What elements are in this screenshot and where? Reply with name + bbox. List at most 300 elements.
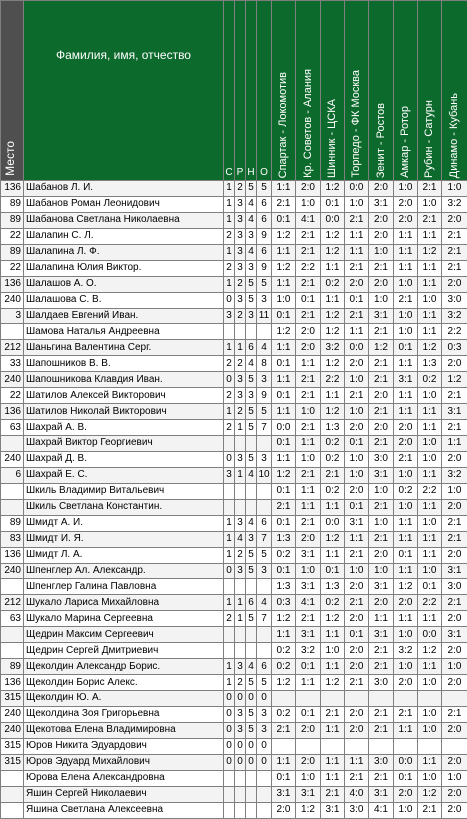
cell-score[interactable]: 1:1 <box>321 627 345 643</box>
cell-score[interactable] <box>345 738 369 754</box>
cell-stat[interactable]: 5 <box>246 547 257 563</box>
cell-stat[interactable]: 6 <box>257 244 272 260</box>
cell-stat[interactable] <box>246 436 257 452</box>
cell-stat[interactable] <box>235 324 246 340</box>
cell-score[interactable]: 1:2 <box>321 181 345 197</box>
cell-score[interactable]: 1:1 <box>345 531 369 547</box>
cell-score[interactable] <box>321 691 345 707</box>
cell-score[interactable]: 0:2 <box>272 547 296 563</box>
cell-score[interactable]: 0:1 <box>272 212 296 228</box>
cell-stat[interactable]: 4 <box>246 659 257 675</box>
cell-score[interactable]: 0:2 <box>321 483 345 499</box>
cell-place[interactable]: 240 <box>1 722 24 738</box>
cell-score[interactable]: 2:0 <box>369 595 394 611</box>
cell-stat[interactable]: 5 <box>246 722 257 738</box>
cell-score[interactable]: 2:0 <box>296 754 321 770</box>
cell-stat[interactable]: 7 <box>257 611 272 627</box>
cell-score[interactable]: 1:0 <box>418 675 442 691</box>
cell-place[interactable]: 136 <box>1 276 24 292</box>
cell-place[interactable]: 89 <box>1 244 24 260</box>
cell-score[interactable] <box>369 691 394 707</box>
cell-stat[interactable]: 0 <box>257 738 272 754</box>
cell-score[interactable]: 1:2 <box>394 579 418 595</box>
cell-stat[interactable]: 2 <box>235 308 246 324</box>
cell-score[interactable]: 1:0 <box>418 196 442 212</box>
cell-place[interactable]: 212 <box>1 340 24 356</box>
cell-score[interactable]: 0:2 <box>272 706 296 722</box>
cell-stat[interactable]: 1 <box>224 547 235 563</box>
cell-place[interactable] <box>1 324 24 340</box>
cell-stat[interactable]: 1 <box>224 515 235 531</box>
cell-score[interactable]: 2:2 <box>442 324 467 340</box>
cell-score[interactable]: 2:0 <box>369 547 394 563</box>
cell-score[interactable]: 1:0 <box>272 292 296 308</box>
cell-stat[interactable]: 4 <box>246 196 257 212</box>
cell-name[interactable]: Шалашова С. В. <box>24 292 224 308</box>
cell-name[interactable]: Шапошникова Клавдия Иван. <box>24 372 224 388</box>
cell-place[interactable] <box>1 483 24 499</box>
cell-stat[interactable]: 3 <box>235 451 246 467</box>
cell-score[interactable]: 1:2 <box>321 244 345 260</box>
cell-stat[interactable] <box>246 643 257 659</box>
cell-score[interactable]: 1:0 <box>296 404 321 420</box>
cell-name[interactable]: Шукало Лариса Михайловна <box>24 595 224 611</box>
cell-place[interactable]: 63 <box>1 420 24 436</box>
cell-score[interactable]: 0:1 <box>345 292 369 308</box>
cell-score[interactable]: 0:2 <box>272 659 296 675</box>
cell-stat[interactable]: 3 <box>235 388 246 404</box>
cell-stat[interactable]: 3 <box>235 515 246 531</box>
cell-stat[interactable] <box>257 436 272 452</box>
cell-score[interactable]: 1:1 <box>345 244 369 260</box>
cell-stat[interactable]: 4 <box>257 340 272 356</box>
cell-score[interactable]: 0:1 <box>394 547 418 563</box>
cell-name[interactable]: Шмидт И. Я. <box>24 531 224 547</box>
cell-stat[interactable]: 3 <box>246 531 257 547</box>
cell-place[interactable] <box>1 770 24 786</box>
cell-stat[interactable] <box>235 499 246 515</box>
cell-stat[interactable] <box>235 627 246 643</box>
cell-score[interactable] <box>394 691 418 707</box>
cell-score[interactable]: 1:2 <box>418 340 442 356</box>
cell-score[interactable]: 1:3 <box>321 579 345 595</box>
cell-stat[interactable]: 6 <box>257 659 272 675</box>
cell-score[interactable]: 2:0 <box>442 356 467 372</box>
cell-score[interactable]: 1:1 <box>418 276 442 292</box>
column-header-match-7[interactable] <box>418 1 442 181</box>
cell-stat[interactable] <box>224 499 235 515</box>
cell-score[interactable]: 2:1 <box>296 276 321 292</box>
cell-score[interactable]: 2:0 <box>369 181 394 197</box>
cell-score[interactable]: 1:0 <box>345 404 369 420</box>
cell-score[interactable]: 3:2 <box>321 340 345 356</box>
cell-stat[interactable] <box>246 499 257 515</box>
cell-stat[interactable]: 5 <box>246 276 257 292</box>
cell-score[interactable]: 0:1 <box>394 770 418 786</box>
cell-score[interactable]: 1:1 <box>321 722 345 738</box>
cell-score[interactable]: 2:1 <box>296 308 321 324</box>
cell-score[interactable]: 1:1 <box>321 547 345 563</box>
cell-score[interactable]: 1:2 <box>321 531 345 547</box>
cell-score[interactable]: 1:1 <box>418 499 442 515</box>
cell-place[interactable] <box>1 802 24 818</box>
cell-score[interactable]: 2:1 <box>418 802 442 818</box>
cell-stat[interactable]: 0 <box>246 738 257 754</box>
cell-stat[interactable]: 2 <box>224 356 235 372</box>
cell-stat[interactable] <box>246 483 257 499</box>
cell-score[interactable]: 2:1 <box>369 404 394 420</box>
cell-score[interactable]: 2:0 <box>442 643 467 659</box>
cell-score[interactable]: 1:0 <box>418 770 442 786</box>
cell-score[interactable]: 0:2 <box>272 643 296 659</box>
cell-score[interactable]: 1:2 <box>418 786 442 802</box>
cell-score[interactable]: 3:2 <box>442 467 467 483</box>
cell-name[interactable]: Шахрай А. В. <box>24 420 224 436</box>
cell-score[interactable]: 2:1 <box>369 722 394 738</box>
cell-score[interactable]: 2:1 <box>442 228 467 244</box>
cell-stat[interactable]: 2 <box>235 276 246 292</box>
column-header-place[interactable] <box>1 1 24 181</box>
cell-place[interactable]: 22 <box>1 228 24 244</box>
cell-stat[interactable] <box>235 786 246 802</box>
cell-score[interactable]: 1:1 <box>418 754 442 770</box>
cell-score[interactable]: 3:2 <box>296 643 321 659</box>
cell-stat[interactable]: 3 <box>224 308 235 324</box>
cell-score[interactable]: 1:1 <box>394 515 418 531</box>
cell-score[interactable] <box>321 738 345 754</box>
cell-place[interactable]: 89 <box>1 212 24 228</box>
cell-stat[interactable]: 0 <box>246 754 257 770</box>
cell-score[interactable]: 1:1 <box>418 404 442 420</box>
cell-score[interactable]: 3:1 <box>272 786 296 802</box>
cell-score[interactable]: 0:0 <box>345 340 369 356</box>
cell-score[interactable]: 1:1 <box>394 531 418 547</box>
cell-score[interactable]: 3:1 <box>296 627 321 643</box>
cell-score[interactable]: 1:0 <box>442 659 467 675</box>
cell-stat[interactable]: 4 <box>257 595 272 611</box>
cell-score[interactable] <box>418 738 442 754</box>
cell-score[interactable]: 0:1 <box>296 292 321 308</box>
cell-score[interactable]: 1:0 <box>394 467 418 483</box>
cell-score[interactable]: 2:0 <box>394 212 418 228</box>
cell-stat[interactable]: 3 <box>235 659 246 675</box>
cell-stat[interactable]: 7 <box>257 531 272 547</box>
cell-score[interactable]: 2:1 <box>369 499 394 515</box>
cell-score[interactable]: 3:1 <box>296 786 321 802</box>
cell-score[interactable]: 2:0 <box>345 722 369 738</box>
column-header-match-2[interactable] <box>296 1 321 181</box>
cell-score[interactable]: 2:0 <box>442 499 467 515</box>
cell-stat[interactable]: 0 <box>224 722 235 738</box>
cell-stat[interactable]: 5 <box>246 404 257 420</box>
cell-score[interactable]: 3:0 <box>369 451 394 467</box>
cell-name[interactable]: Шахрай Е. С. <box>24 467 224 483</box>
cell-name[interactable]: Шабанов Роман Леонидович <box>24 196 224 212</box>
cell-stat[interactable]: 10 <box>257 467 272 483</box>
cell-score[interactable]: 3:0 <box>442 579 467 595</box>
cell-score[interactable]: 3:0 <box>369 675 394 691</box>
cell-score[interactable]: 1:1 <box>272 372 296 388</box>
cell-place[interactable]: 89 <box>1 659 24 675</box>
cell-score[interactable]: 1:1 <box>321 499 345 515</box>
cell-score[interactable]: 2:0 <box>394 675 418 691</box>
cell-score[interactable]: 1:0 <box>369 483 394 499</box>
cell-name[interactable]: Шалашов А. О. <box>24 276 224 292</box>
cell-score[interactable]: 3:2 <box>442 196 467 212</box>
cell-stat[interactable]: 3 <box>224 467 235 483</box>
cell-score[interactable]: 1:1 <box>418 547 442 563</box>
cell-name[interactable]: Юров Эдуард Михайлович <box>24 754 224 770</box>
cell-score[interactable]: 2:1 <box>321 706 345 722</box>
cell-score[interactable]: 0:1 <box>321 563 345 579</box>
cell-score[interactable]: 3:0 <box>442 292 467 308</box>
cell-score[interactable]: 2:0 <box>345 276 369 292</box>
cell-name[interactable]: Шамова Наталья Андреевна <box>24 324 224 340</box>
cell-stat[interactable]: 5 <box>257 404 272 420</box>
cell-place[interactable]: 63 <box>1 611 24 627</box>
cell-score[interactable]: 2:0 <box>345 706 369 722</box>
cell-name[interactable]: Шабанова Светлана Николаевна <box>24 212 224 228</box>
cell-place[interactable]: 33 <box>1 356 24 372</box>
cell-score[interactable]: 0:1 <box>321 196 345 212</box>
cell-stat[interactable]: 1 <box>235 420 246 436</box>
cell-stat[interactable] <box>257 627 272 643</box>
cell-score[interactable]: 2:1 <box>394 292 418 308</box>
cell-score[interactable]: 2:1 <box>345 770 369 786</box>
cell-score[interactable]: 1:0 <box>394 181 418 197</box>
cell-score[interactable]: 2:0 <box>442 675 467 691</box>
cell-score[interactable]: 1:2 <box>296 802 321 818</box>
cell-stat[interactable]: 9 <box>257 260 272 276</box>
cell-score[interactable]: 2:0 <box>345 356 369 372</box>
cell-score[interactable]: 1:0 <box>394 276 418 292</box>
cell-score[interactable]: 2:1 <box>296 244 321 260</box>
cell-score[interactable]: 2:0 <box>345 611 369 627</box>
cell-stat[interactable] <box>235 643 246 659</box>
cell-score[interactable]: 2:0 <box>296 722 321 738</box>
cell-name[interactable]: Шапошников В. В. <box>24 356 224 372</box>
cell-stat[interactable]: 1 <box>235 467 246 483</box>
cell-stat[interactable]: 6 <box>257 196 272 212</box>
cell-score[interactable]: 2:1 <box>442 420 467 436</box>
cell-score[interactable]: 0:2 <box>321 436 345 452</box>
cell-score[interactable]: 2:1 <box>442 244 467 260</box>
cell-score[interactable]: 0:3 <box>272 595 296 611</box>
cell-score[interactable]: 2:1 <box>296 388 321 404</box>
cell-name[interactable]: Шатилов Алексей Викторович <box>24 388 224 404</box>
cell-stat[interactable] <box>235 802 246 818</box>
cell-score[interactable]: 1:1 <box>296 356 321 372</box>
cell-score[interactable]: 1:3 <box>418 356 442 372</box>
cell-score[interactable]: 1:0 <box>442 770 467 786</box>
cell-stat[interactable] <box>224 483 235 499</box>
cell-score[interactable]: 2:1 <box>345 388 369 404</box>
cell-place[interactable] <box>1 579 24 595</box>
cell-stat[interactable]: 1 <box>224 244 235 260</box>
cell-stat[interactable]: 0 <box>235 754 246 770</box>
cell-score[interactable]: 2:0 <box>369 228 394 244</box>
cell-score[interactable]: 1:2 <box>418 244 442 260</box>
cell-score[interactable]: 2:0 <box>296 340 321 356</box>
cell-score[interactable]: 0:1 <box>272 388 296 404</box>
cell-score[interactable]: 3:0 <box>369 754 394 770</box>
cell-place[interactable]: 240 <box>1 563 24 579</box>
cell-score[interactable]: 2:1 <box>442 260 467 276</box>
cell-score[interactable]: 2:1 <box>296 467 321 483</box>
cell-score[interactable]: 2:1 <box>369 531 394 547</box>
cell-stat[interactable]: 6 <box>257 515 272 531</box>
cell-score[interactable]: 2:0 <box>345 483 369 499</box>
cell-stat[interactable]: 3 <box>235 706 246 722</box>
cell-score[interactable]: 1:0 <box>418 388 442 404</box>
cell-score[interactable]: 2:1 <box>345 595 369 611</box>
cell-stat[interactable] <box>235 483 246 499</box>
cell-stat[interactable]: 5 <box>257 675 272 691</box>
cell-score[interactable]: 2:0 <box>345 579 369 595</box>
cell-stat[interactable]: 1 <box>224 196 235 212</box>
cell-score[interactable]: 4:1 <box>369 802 394 818</box>
column-header-match-1[interactable] <box>272 1 296 181</box>
cell-name[interactable]: Шукало Марина Сергеевна <box>24 611 224 627</box>
cell-name[interactable]: Щеколдин Борис Алекс. <box>24 675 224 691</box>
cell-score[interactable]: 2:1 <box>442 388 467 404</box>
cell-score[interactable] <box>345 691 369 707</box>
cell-score[interactable]: 1:1 <box>345 754 369 770</box>
cell-place[interactable]: 315 <box>1 754 24 770</box>
cell-score[interactable]: 1:1 <box>418 308 442 324</box>
cell-stat[interactable] <box>224 802 235 818</box>
cell-stat[interactable]: 0 <box>224 691 235 707</box>
cell-stat[interactable]: 1 <box>224 276 235 292</box>
cell-score[interactable]: 1:1 <box>394 356 418 372</box>
column-header-match-4[interactable] <box>345 1 369 181</box>
cell-name[interactable]: Шалапина Юлия Виктор. <box>24 260 224 276</box>
cell-stat[interactable]: 3 <box>235 722 246 738</box>
cell-score[interactable]: 1:0 <box>369 244 394 260</box>
cell-stat[interactable] <box>224 786 235 802</box>
cell-score[interactable]: 1:1 <box>321 388 345 404</box>
cell-score[interactable]: 3:1 <box>442 627 467 643</box>
cell-score[interactable]: 0:2 <box>394 483 418 499</box>
cell-score[interactable]: 0:1 <box>296 659 321 675</box>
cell-name[interactable]: Шалдаев Евгений Иван. <box>24 308 224 324</box>
cell-name[interactable]: Шпенглер Ал. Александр. <box>24 563 224 579</box>
cell-score[interactable]: 1:0 <box>418 515 442 531</box>
cell-stat[interactable]: 3 <box>246 260 257 276</box>
cell-score[interactable]: 1:1 <box>418 420 442 436</box>
cell-name[interactable]: Щекотова Елена Владимировна <box>24 722 224 738</box>
cell-name[interactable]: Шабанов Л. И. <box>24 181 224 197</box>
cell-score[interactable]: 1:2 <box>321 404 345 420</box>
cell-score[interactable]: 2:0 <box>442 547 467 563</box>
cell-score[interactable]: 1:1 <box>296 483 321 499</box>
cell-stat[interactable] <box>235 770 246 786</box>
cell-stat[interactable] <box>257 643 272 659</box>
cell-score[interactable]: 0:0 <box>345 181 369 197</box>
cell-score[interactable] <box>394 738 418 754</box>
cell-score[interactable]: 1:0 <box>345 196 369 212</box>
cell-score[interactable]: 1:3 <box>272 579 296 595</box>
cell-score[interactable]: 3:1 <box>369 308 394 324</box>
cell-stat[interactable]: 2 <box>235 356 246 372</box>
cell-score[interactable]: 3:1 <box>369 467 394 483</box>
cell-stat[interactable]: 3 <box>257 372 272 388</box>
cell-place[interactable]: 212 <box>1 595 24 611</box>
cell-score[interactable]: 1:1 <box>321 754 345 770</box>
cell-name[interactable]: Щеколдин Ю. А. <box>24 691 224 707</box>
cell-score[interactable]: 3:1 <box>369 196 394 212</box>
cell-stat[interactable]: 3 <box>246 308 257 324</box>
cell-stat[interactable]: 3 <box>257 706 272 722</box>
cell-score[interactable]: 2:0 <box>345 659 369 675</box>
cell-score[interactable]: 2:1 <box>296 515 321 531</box>
cell-stat[interactable]: 3 <box>235 292 246 308</box>
cell-score[interactable]: 1:0 <box>394 308 418 324</box>
cell-place[interactable] <box>1 643 24 659</box>
cell-score[interactable]: 0:1 <box>296 706 321 722</box>
cell-stat[interactable]: 0 <box>224 738 235 754</box>
cell-stat[interactable]: 2 <box>224 228 235 244</box>
cell-score[interactable]: 1:2 <box>321 324 345 340</box>
cell-stat[interactable]: 0 <box>235 738 246 754</box>
cell-score[interactable]: 1:1 <box>272 340 296 356</box>
cell-score[interactable]: 1:1 <box>272 181 296 197</box>
cell-score[interactable]: 2:0 <box>296 181 321 197</box>
cell-score[interactable]: 1:0 <box>321 643 345 659</box>
cell-score[interactable]: 0:2 <box>321 276 345 292</box>
cell-score[interactable]: 2:0 <box>394 196 418 212</box>
cell-stat[interactable]: 3 <box>235 372 246 388</box>
cell-score[interactable] <box>418 691 442 707</box>
cell-score[interactable]: 1:0 <box>418 706 442 722</box>
cell-stat[interactable]: 5 <box>246 420 257 436</box>
cell-stat[interactable]: 8 <box>257 356 272 372</box>
cell-score[interactable]: 2:0 <box>442 786 467 802</box>
cell-score[interactable]: 2:1 <box>442 595 467 611</box>
cell-score[interactable]: 2:1 <box>394 451 418 467</box>
cell-score[interactable]: 1:2 <box>321 308 345 324</box>
cell-score[interactable]: 2:0 <box>296 324 321 340</box>
cell-score[interactable]: 1:2 <box>442 372 467 388</box>
cell-score[interactable]: 1:0 <box>345 467 369 483</box>
cell-stat[interactable]: 5 <box>246 611 257 627</box>
cell-score[interactable]: 1:1 <box>321 659 345 675</box>
cell-score[interactable]: 2:0 <box>369 276 394 292</box>
cell-place[interactable]: 315 <box>1 738 24 754</box>
cell-score[interactable]: 2:1 <box>418 181 442 197</box>
cell-name[interactable]: Шалапина Л. Ф. <box>24 244 224 260</box>
cell-score[interactable]: 2:2 <box>321 372 345 388</box>
cell-stat[interactable]: 0 <box>257 691 272 707</box>
cell-stat[interactable]: 3 <box>246 228 257 244</box>
column-header-stat-s[interactable]: С <box>224 1 235 181</box>
cell-name[interactable]: Щеколдин Александр Борис. <box>24 659 224 675</box>
cell-stat[interactable]: 2 <box>224 611 235 627</box>
cell-stat[interactable]: 1 <box>224 340 235 356</box>
cell-stat[interactable]: 3 <box>257 451 272 467</box>
cell-score[interactable]: 1:1 <box>272 404 296 420</box>
cell-stat[interactable]: 2 <box>224 388 235 404</box>
cell-place[interactable]: 240 <box>1 451 24 467</box>
cell-place[interactable]: 89 <box>1 515 24 531</box>
cell-place[interactable]: 240 <box>1 706 24 722</box>
cell-score[interactable]: 2:0 <box>442 802 467 818</box>
cell-score[interactable]: 0:0 <box>321 515 345 531</box>
cell-stat[interactable] <box>257 324 272 340</box>
cell-score[interactable]: 1:0 <box>418 436 442 452</box>
cell-score[interactable]: 3:0 <box>345 802 369 818</box>
cell-stat[interactable]: 4 <box>246 244 257 260</box>
